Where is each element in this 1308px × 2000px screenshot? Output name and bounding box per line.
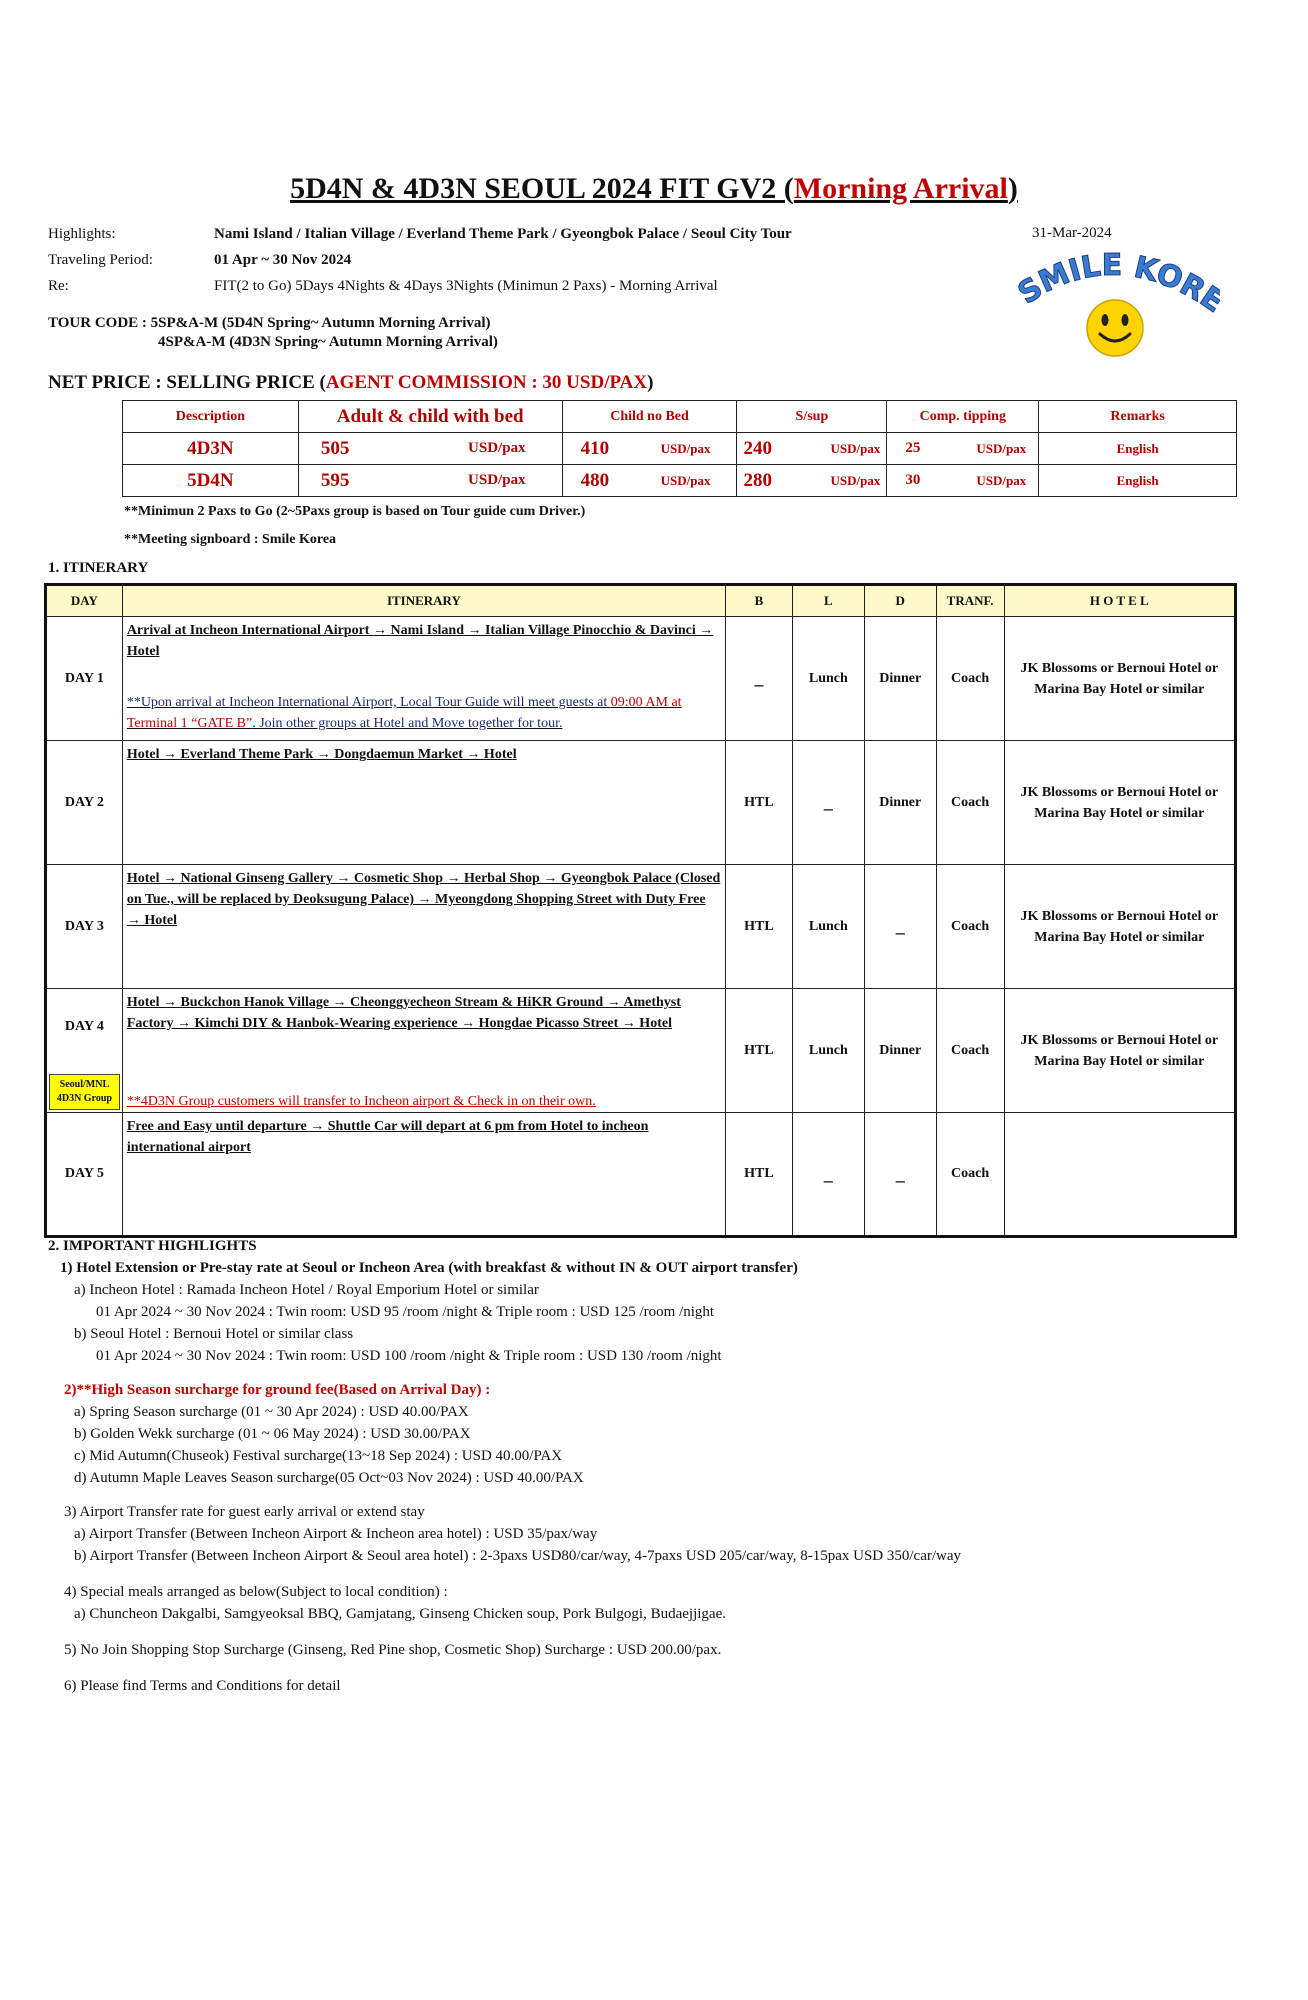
unit-label: USD/pax [976,440,1027,456]
unit-label: USD/pax [468,472,526,488]
surcharge-golden-week: b) Golden Wekk surcharge (01 ~ 06 May 2024) : USD 30.00/PAX [74,1426,471,1442]
day-itinerary [122,1113,725,1237]
hotel: JK Blossoms or Bernoui Hotel or Marina Bay Hotel or similar [1004,989,1235,1113]
price-desc: 4D3N [123,433,299,465]
highlights-value: Nami Island / Italian Village / Everland Theme Park / Gyeongbok Palace / Seoul City Tour [214,226,792,242]
meal-lunch: _ [792,1113,864,1237]
day-route: Hotel → Buckchon Hanok Village → Cheonggyecheon Stream & HiKR Ground → Amethyst Factory → Kimchi DIY & Hanbok-Wearing experience → Hongdae Picasso Street → Hotel [126,995,681,1031]
price-row [123,465,1237,497]
incheon-hotel-rate: 01 Apr 2024 ~ 30 Nov 2024 : Twin room: USD 95 /room /night & Triple room : USD 125 /room /night [96,1304,715,1320]
airport-transfer-heading: 3) Airport Transfer rate for guest early arrival or extend stay [64,1504,425,1520]
itinerary-header-cell: D [864,585,936,617]
transfer: Coach [936,617,1004,741]
day-route: Hotel → Everland Theme Park → Dongdaemun Market → Hotel [126,747,517,762]
unit-label: USD/pax [660,440,711,456]
price-header-cell: Adult & child with bed [298,401,562,433]
seoul-hotel: b) Seoul Hotel : Bernoui Hotel or similar class [74,1326,354,1342]
doc-date: 31-Mar-2024 [1032,225,1112,241]
meal-breakfast: HTL [726,865,793,989]
day-label-cell [46,989,123,1113]
day-route: Hotel → National Ginseng Gallery → Cosmetic Shop → Herbal Shop → Gyeongbok Palace (Closed on Tue., will be replaced by Deoksugung Palace) → Myeongdong Shopping Street with Duty Free → Hotel [126,871,721,928]
day-label: DAY 4 [64,1019,104,1034]
meal-breakfast: HTL [726,1113,793,1237]
net-price-heading [48,372,653,394]
transfer: Coach [936,1113,1004,1237]
hotel-extension-heading: 1) Hotel Extension or Pre-stay rate at Seoul or Incheon Area (with breakfast & without IN & OUT airport transfer) [60,1260,798,1276]
itinerary-header-cell: H O T E L [1004,585,1235,617]
net-price-end: ) [647,372,654,393]
price-header-cell: S/sup [737,401,887,433]
unit-label: USD/pax [976,472,1027,488]
incheon-hotel: a) Incheon Hotel : Ramada Incheon Hotel / Royal Emporium Hotel or similar [74,1282,539,1298]
period-value: 01 Apr ~ 30 Nov 2024 [214,252,352,268]
page-title [0,172,1308,206]
adult-price: 595 [320,469,350,491]
itinerary-header-cell: TRANF. [936,585,1004,617]
unit-label: USD/pax [830,472,881,488]
day-label: DAY 2 [46,741,123,865]
unit-label: USD/pax [830,440,881,456]
min-pax-note: **Minimun 2 Paxs to Go (2~5Paxs group is based on Tour guide cum Driver.) [124,504,586,519]
group-badge: Seoul/MNL 4D3N Group [49,1074,120,1110]
price-desc: 5D4N [123,465,299,497]
highlights-label: Highlights: [48,226,116,242]
itinerary-section-title: 1. ITINERARY [48,560,149,576]
unit-label: USD/pax [468,440,526,456]
unit-label: USD/pax [660,472,711,488]
day-itinerary [122,865,725,989]
period-label: Traveling Period: [48,252,153,268]
day-label: DAY 3 [46,865,123,989]
special-meals-heading: 4) Special meals arranged as below(Subject to local condition) : [64,1584,448,1600]
meal-dinner: _ [864,865,936,989]
price-row [123,433,1237,465]
meal-lunch: Lunch [792,617,864,741]
special-meals-list: a) Chuncheon Dakgalbi, Samgyeoksal BBQ, Gamjatang, Ginseng Chicken soup, Pork Bulgogi, Budaejjigae. [74,1606,726,1622]
day-itinerary [122,617,725,741]
transfer-seoul: b) Airport Transfer (Between Incheon Airport & Seoul area hotel) : 2-3paxs USD80/car/way, 4-7paxs USD 205/car/way, 8-15pax USD 350/car/way [74,1548,962,1564]
day-route: Free and Easy until departure → Shuttle Car will depart at 6 pm from Hotel to incheon international airport [126,1119,649,1155]
day-itinerary [122,989,725,1113]
transfer: Coach [936,865,1004,989]
transfer: Coach [936,741,1004,865]
hotel-empty [1004,1113,1235,1237]
price-header-cell: Remarks [1039,401,1237,433]
signboard-note: **Meeting signboard : Smile Korea [124,532,337,547]
arrival-note [123,692,725,734]
hotel: JK Blossoms or Bernoui Hotel or Marina Bay Hotel or similar [1004,865,1235,989]
child-price: 410 [580,437,610,459]
tour-code-1: TOUR CODE : 5SP&A-M (5D4N Spring~ Autumn Morning Arrival) [48,315,491,331]
tip-price: 25 [905,440,921,456]
itinerary-header-cell: L [792,585,864,617]
group-transfer-note: **4D3N Group customers will transfer to Incheon airport & Check in on their own. [126,1094,596,1109]
smile-korea-logo [1010,250,1220,360]
net-price-label: NET PRICE : SELLING PRICE ( [48,372,326,393]
itinerary-header-cell: DAY [46,585,123,617]
tip-price: 30 [905,472,921,488]
price-header-row [123,401,1237,433]
title-highlight: Morning Arrival [793,172,1008,205]
arrival-note-part: **Upon arrival at Incheon International Airport, Local Tour Guide will meet guests at [126,695,611,710]
arrival-note-time: 09:00 AM at Terminal 1 “GATE B” [126,695,682,731]
no-shopping-surcharge: 5) No Join Shopping Stop Surcharge (Ginseng, Red Pine shop, Cosmetic Shop) Surcharge : USD 200.00/pax. [64,1642,722,1658]
meal-breakfast: HTL [726,741,793,865]
ssup-price: 280 [743,469,772,491]
ssup-price: 240 [743,437,772,459]
transfer-incheon: a) Airport Transfer (Between Incheon Airport & Incheon area hotel) : USD 35/pax/way [74,1526,598,1542]
price-remarks: English [1039,433,1237,465]
title-end: ) [1007,172,1018,205]
price-header-cell: Comp. tipping [887,401,1039,433]
itinerary-row [46,1113,1236,1237]
arrival-note-part: . Join other groups at Hotel and Move together for tour. [252,716,563,731]
surcharge-autumn: d) Autumn Maple Leaves Season surcharge(05 Oct~03 Nov 2024) : USD 40.00/PAX [74,1470,584,1486]
smiley-icon [1087,300,1143,356]
agent-commission: AGENT COMMISSION : 30 USD/PAX [325,372,648,393]
itinerary-header-row [46,585,1236,617]
meal-breakfast: _ [726,617,793,741]
seoul-hotel-rate: 01 Apr 2024 ~ 30 Nov 2024 : Twin room: USD 100 /room /night & Triple room : USD 130 /room /night [96,1348,722,1364]
transfer: Coach [936,989,1004,1113]
hotel: JK Blossoms or Bernoui Hotel or Marina Bay Hotel or similar [1004,617,1235,741]
itinerary-row [46,989,1236,1113]
adult-price: 505 [320,437,350,459]
meal-dinner: Dinner [864,617,936,741]
child-price: 480 [580,469,610,491]
price-table [122,400,1237,497]
tour-code-2: 4SP&A-M (4D3N Spring~ Autumn Morning Arrival) [158,334,498,350]
price-header-cell: Child no Bed [562,401,737,433]
meal-dinner: Dinner [864,741,936,865]
day-label: DAY 1 [46,617,123,741]
day-route: Arrival at Incheon International Airport → Nami Island → Italian Village Pinocchio & Davinci → Hotel [126,623,714,659]
day-label: DAY 5 [46,1113,123,1237]
meal-dinner: Dinner [864,989,936,1113]
itinerary-row [46,741,1236,865]
itinerary-header-cell: ITINERARY [122,585,725,617]
price-remarks: English [1039,465,1237,497]
itinerary-table [44,583,1237,1238]
meal-lunch: _ [792,741,864,865]
terms-note: 6) Please find Terms and Conditions for detail [64,1678,341,1694]
re-label: Re: [48,278,69,294]
meal-breakfast: HTL [726,989,793,1113]
price-header-cell: Description [123,401,299,433]
surcharge-chuseok: c) Mid Autumn(Chuseok) Festival surcharge(13~18 Sep 2024) : USD 40.00/PAX [74,1448,563,1464]
title-main: 5D4N & 4D3N SEOUL 2024 FIT GV2 ( [290,172,794,205]
meal-dinner: _ [864,1113,936,1237]
re-value: FIT(2 to Go) 5Days 4Nights & 4Days 3Nights (Minimun 2 Paxs) - Morning Arrival [214,278,718,294]
high-season-heading: 2)**High Season surcharge for ground fee(Based on Arrival Day) : [64,1382,491,1398]
day-itinerary [122,741,725,865]
surcharge-spring: a) Spring Season surcharge (01 ~ 30 Apr 2024) : USD 40.00/PAX [74,1404,469,1420]
itinerary-row [46,865,1236,989]
logo-text: SMILE KOR [1011,250,1212,312]
hotel: JK Blossoms or Bernoui Hotel or Marina Bay Hotel or similar [1004,741,1235,865]
highlights-section-title: 2. IMPORTANT HIGHLIGHTS [48,1238,257,1254]
meal-lunch: Lunch [792,989,864,1113]
meal-lunch: Lunch [792,865,864,989]
itinerary-header-cell: B [726,585,793,617]
itinerary-row [46,617,1236,741]
